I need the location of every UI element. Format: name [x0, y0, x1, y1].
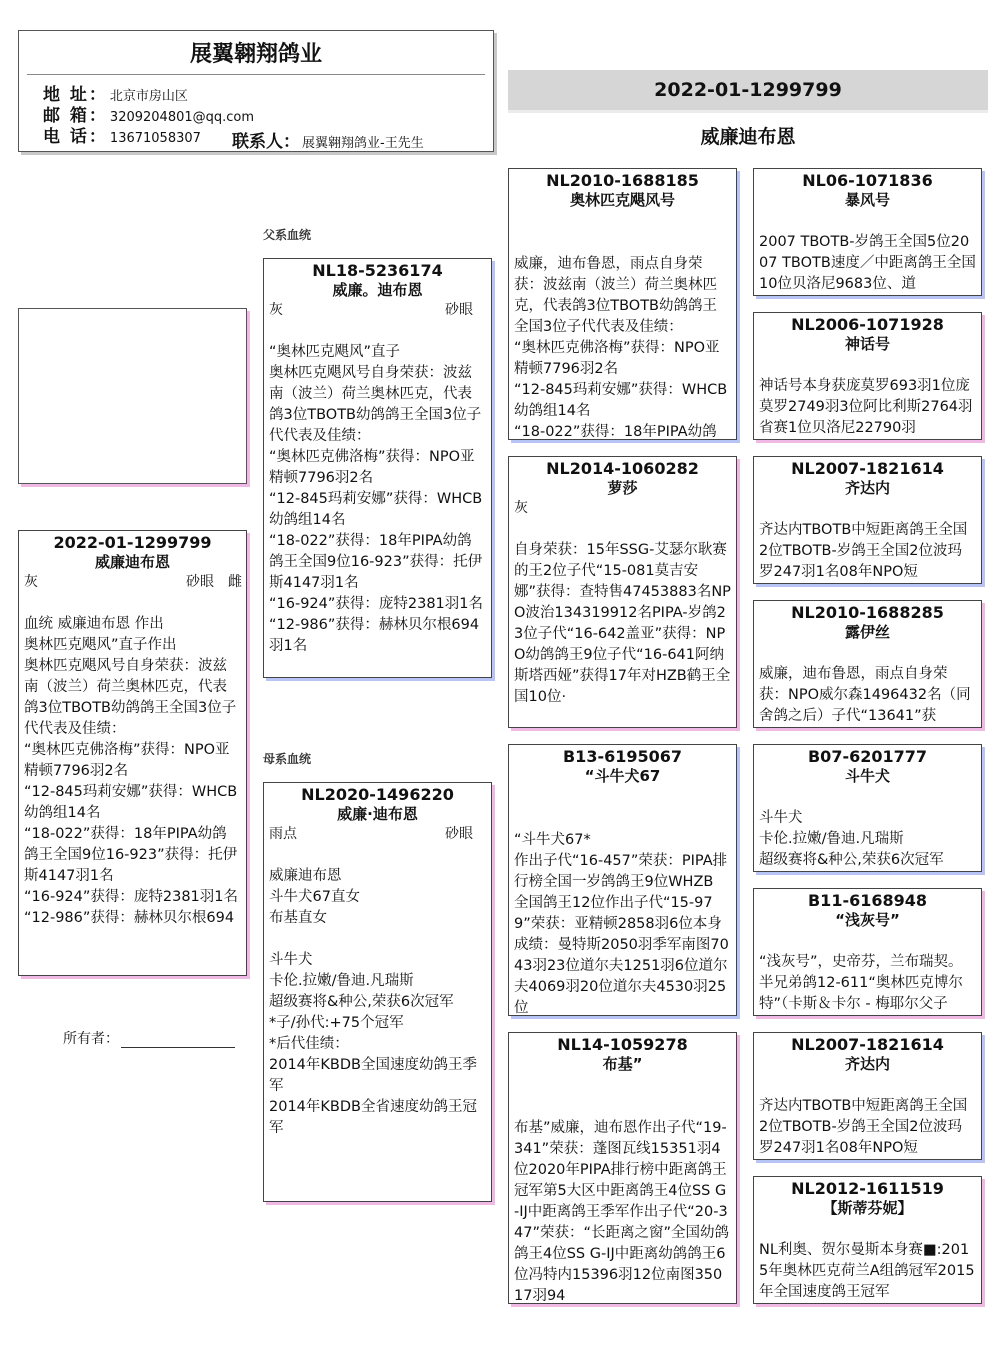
ggp-7-name: 齐达内	[844, 1055, 890, 1073]
company-name: 展翼翱翔鸽业	[189, 42, 322, 67]
breeder-info-card	[18, 30, 494, 152]
address-line	[43, 85, 188, 107]
header-divider	[27, 74, 485, 75]
dam-line-label: 母系血统	[263, 752, 312, 766]
phone-line	[43, 127, 201, 149]
gp-sd-ring: NL2014-1060282	[546, 459, 699, 478]
dam-card	[263, 782, 492, 1202]
contact-value: 展翼翱翔鸽业-王先生	[302, 136, 424, 151]
address-value: 北京市房山区	[109, 89, 188, 104]
dam-color: 雨点	[269, 826, 297, 842]
ggp-4-name: 露伊丝	[844, 623, 890, 641]
contact-label: 联系人：	[232, 132, 300, 152]
gp-ss-name: 奥林匹克飓风号	[569, 191, 675, 209]
gp-dd-notes: 布基”威廉，迪布恩作出子代“19-341”荣获：蓬图瓦线15351羽4位2020年PIPA排行榜中距离鸽王冠军第5大区中距离鸽王4位SS G-IJ中距离鸽王季军作出子代“20-347”荣获：“长距离之窗”全国幼鸽鸽王4位SS G-IJ中距离幼鸽鸽王6位冯特内15396羽12位南图35017羽94	[514, 1120, 729, 1304]
sire-ring: NL18-5236174	[312, 261, 443, 280]
ggp-5-ring: B07-6201777	[807, 747, 928, 766]
dam-name: 威廉·迪布恩	[337, 805, 418, 823]
contact-line	[232, 127, 424, 152]
ggp-card-6	[753, 888, 982, 1016]
sire-attributes	[264, 300, 491, 320]
gp-ds-ring: B13-6195067	[562, 747, 683, 766]
ggp-3-ring: NL2007-1821614	[791, 459, 944, 478]
ggp-3-name: 齐达内	[844, 479, 890, 497]
gp-sd-notes: 自身荣获：15年SSG-艾瑟尔耿赛的王2位子代“15-081莫吉安娜”获得：查特售47453883名NPO波治134319912名PIPA-岁鸽23位子代“16-642盖亚”获得：NPO幼鸽鸽王9位子代“16-641阿纳斯塔西娅”获得17年对HZB鹤王全国10位·	[514, 542, 731, 705]
ggp-8-name: 【斯蒂芬妮】	[822, 1199, 913, 1217]
ggp-8-notes: NL利奥、贺尔曼斯本身赛■:2015年奥林匹克荷兰A组鸽冠军2015年全国速度鸽王冠军	[759, 1242, 975, 1300]
owner-signature-line	[121, 1047, 235, 1048]
subject-color: 灰	[24, 574, 38, 590]
sire-eye: 砂眼	[445, 302, 473, 318]
ggp-2-notes: 神话号本身获庞莫罗693羽1位庞莫罗2749羽3位阿比利斯2764羽省赛1位贝洛尼22790羽	[759, 378, 973, 436]
sire-line-label: 父系血统	[263, 228, 312, 242]
subject-card	[18, 530, 247, 976]
gp-sd-attributes	[509, 498, 736, 518]
email-value: 3209204801@qq.com	[109, 110, 255, 125]
dam-ring: NL2020-1496220	[301, 785, 454, 804]
granddam-maternal-card	[508, 1032, 737, 1304]
ggp-card-2	[753, 312, 982, 440]
ggp-4-notes: 威廉，迪布鲁恩，雨点自身荣获：NPO威尔森1496432名（同舍鸽之后）子代“13641”获	[759, 666, 971, 724]
ggp-card-5	[753, 744, 982, 872]
ggp-card-7	[753, 1032, 982, 1160]
phone-value: 13671058307	[109, 131, 201, 146]
subject-sex: 雌	[228, 574, 242, 590]
gp-sd-name: 萝莎	[607, 479, 638, 497]
ggp-1-name: 暴风号	[844, 191, 890, 209]
ggp-3-notes: 齐达内TBOTB中短距离鸽王全国2位TBOTB-岁鸽王全国2位波玛罗247羽1名08年NPO短	[759, 522, 968, 580]
grandsire-maternal-card	[508, 744, 737, 1016]
dam-eye: 砂眼	[445, 826, 473, 842]
subject-name: 威廉迪布恩	[94, 553, 170, 571]
subject-notes: 血统 威廉迪布恩 作出 奥林匹克飓风”直子作出 奥林匹克飓风号自身荣获：波兹南（波兰）荷兰奥林匹克，代表鸽3位TBOTB幼鸽鸽王全国3位子代代表及佳绩： “奥林匹克佛洛梅”获得：NPO亚精顿7796羽2名 “12-845玛莉安娜”获得：WHCB幼鸽组14名 “18-022”获得：18年PIPA幼鸽鸽王全国9位16-923”获得：托伊斯4147羽1名 “16-924”获得：庞特2381羽1名 “12-986”获得：赫林贝尔根694	[24, 616, 239, 926]
ggp-7-ring: NL2007-1821614	[791, 1035, 944, 1054]
gp-ss-notes: 威廉，迪布鲁恩，雨点自身荣获：波兹南（波兰）荷兰奥林匹克，代表鸽3位TBOTB幼鸽鸽王全国3位子代代表及佳绩： “奥林匹克佛洛梅”获得：NPO亚精顿7796羽2名 “12-845玛莉安娜”获得：WHCB幼鸽组14名 “18-022”获得：18年PIPA幼鸽	[514, 256, 728, 440]
pigeon-photo-frame	[18, 308, 247, 484]
sire-color: 灰	[269, 302, 283, 318]
dam-attributes	[264, 824, 491, 844]
gp-sd-color: 灰	[514, 500, 528, 516]
subject-ring-band: 2022-01-1299799	[508, 70, 988, 110]
gp-ds-name: “斗牛犬67	[584, 767, 661, 785]
ggp-6-notes: “浅灰号”，史帝芬，兰布瑞契。半兄弟鸽12-611“奥林匹克博尔特”（卡斯＆卡尔 - 梅耶尔父子	[759, 954, 963, 1012]
ggp-6-name: “浅灰号”	[835, 911, 900, 929]
ggp-5-notes: 斗牛犬 卡伦.拉嫩/鲁迪.凡瑞斯 超级赛将&种公,荣获6次冠军	[759, 810, 944, 868]
subject-title-name: 威廉迪布恩	[700, 126, 796, 148]
ggp-card-3	[753, 456, 982, 584]
sire-notes: “奥林匹克飓风”直子 奥林匹克飓风号自身荣获：波兹南（波兰）荷兰奥林匹克，代表鸽3位TBOTB幼鸽鸽王全国3位子代代表及佳绩： “奥林匹克佛洛梅”获得：NPO亚精顿7796羽2名 “12-845玛莉安娜”获得：WHCB幼鸽组14名 “18-022”获得：18年PIPA幼鸽鸽王全国9位16-923”获得：托伊斯4147羽1名 “16-924”获得：庞特2381羽1名 “12-986”获得：赫林贝尔根694羽1名	[269, 344, 484, 654]
ggp-8-ring: NL2012-1611519	[791, 1179, 944, 1198]
gp-ss-ring: NL2010-1688185	[546, 171, 699, 190]
subject-eye: 砂眼	[186, 574, 214, 590]
phone-label: 电 话：	[43, 127, 108, 147]
grandsire-paternal-card	[508, 168, 737, 440]
gp-dd-name: 布基”	[602, 1055, 643, 1073]
gp-dd-ring: NL14-1059278	[557, 1035, 688, 1054]
owner-field	[63, 1028, 235, 1048]
subject-ring: 2022-01-1299799	[53, 533, 212, 552]
ggp-5-name: 斗牛犬	[844, 767, 890, 785]
ggp-6-ring: B11-6168948	[807, 891, 928, 910]
ggp-2-name: 神话号	[844, 335, 890, 353]
dam-notes: 威廉迪布恩 斗牛犬67直女 布基直女 斗牛犬 卡伦.拉嫩/鲁迪.凡瑞斯 超级赛将&种公,荣获6次冠军 *子/孙代:+75个冠军 *后代佳绩： 2014年KBDB全国速度幼鸽王季军 2014年KBDB全省速度幼鸽王冠军	[269, 868, 477, 1136]
email-label: 邮 箱：	[43, 106, 108, 126]
owner-label: 所有者：	[63, 1031, 119, 1047]
ggp-card-4	[753, 600, 982, 728]
ggp-7-notes: 齐达内TBOTB中短距离鸽王全国2位TBOTB-岁鸽王全国2位波玛罗247羽1名08年NPO短	[759, 1098, 968, 1156]
sire-name: 威廉。迪布恩	[332, 281, 423, 299]
granddam-paternal-card	[508, 456, 737, 728]
ggp-1-ring: NL06-1071836	[802, 171, 933, 190]
ggp-2-ring: NL2006-1071928	[791, 315, 944, 334]
sire-card	[263, 258, 492, 678]
email-line	[43, 106, 254, 128]
address-label: 地 址：	[43, 85, 108, 105]
ggp-4-ring: NL2010-1688285	[791, 603, 944, 622]
ggp-card-8	[753, 1176, 982, 1304]
ggp-1-notes: 2007 TBOTB-岁鸽王全国5位2007 TBOTB速度／中距离鸽王全国10位贝洛尼9683位、道	[759, 234, 976, 292]
subject-attributes	[19, 572, 246, 592]
gp-ds-notes: “斗牛犬67* 作出子代“16-457”荣获：PIPA排行榜全国一岁鸽鸽王9位WHZB 全国鸽王12位作出子代“15-979”荣获：亚精顿2858羽6位本身成绩：曼特斯2050羽季军南图7043羽23位道尔夫1251羽6位道尔夫4069羽20位道尔夫4530羽25位	[514, 832, 729, 1016]
ggp-card-1	[753, 168, 982, 296]
